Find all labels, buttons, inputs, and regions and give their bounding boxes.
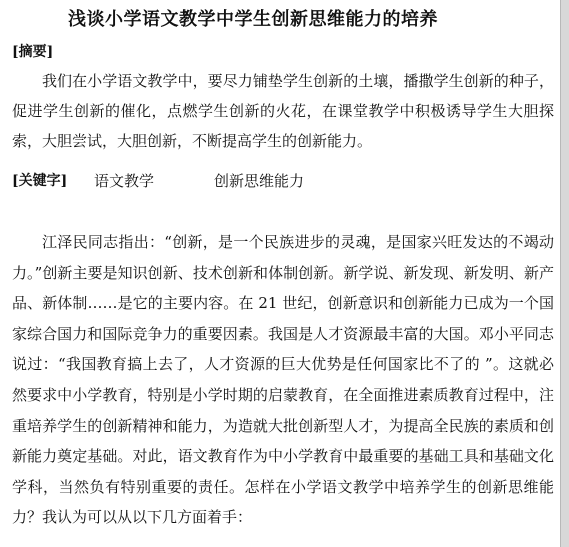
- keyword-item: 创新思维能力: [214, 172, 305, 190]
- keywords-label: [关键字]: [12, 173, 68, 189]
- keyword-item: 语文教学: [94, 172, 155, 190]
- document-title: 浅谈小学语文教学中学生创新思维能力的培养: [68, 9, 438, 30]
- vertical-scrollbar[interactable]: [560, 0, 569, 547]
- abstract-label: [摘要]: [12, 44, 54, 60]
- abstract-text: 我们在小学语文教学中，要尽力铺垫学生创新的土壤，播撒学生创新的种子，促进学生创新的催化，点燃学生创新的火花，在课堂教学中积极诱导学生大胆探索，大胆尝试，大胆创新，不断提高学生的创新能力。: [12, 72, 554, 150]
- body-paragraph: 江泽民同志指出：“创新，是一个民族进步的灵魂，是国家兴旺发达的不竭动力。”创新主要是知识创新、技术创新和体制创新。新学说、新发现、新发明、新产品、新体制……是它的主要内容。在 21 世纪，创新意识和创新能力已成为一个国家综合国力和国际竞争力的重要因素。我国是人才资源最丰富的大国。邓小平同志说过：“我国教育搞上去了，人才资源的巨大优势是任何国家比不了的 ”。这就必然要求中小学教育，特别是小学时期的启蒙教育，在全面推进素质教育过程中，注重培养学生的创新精神和能力，为造就大批创新型人才，为提高全民族的素质和创新能力奠定基础。对此，语文教育作为中小学教育中最重要的基础工具和基础文化学科，当然负有特别重要的责任。怎样在小学语文教学中培养学生的创新思维能力？我认为可以从以下几方面着手：: [12, 233, 554, 527]
